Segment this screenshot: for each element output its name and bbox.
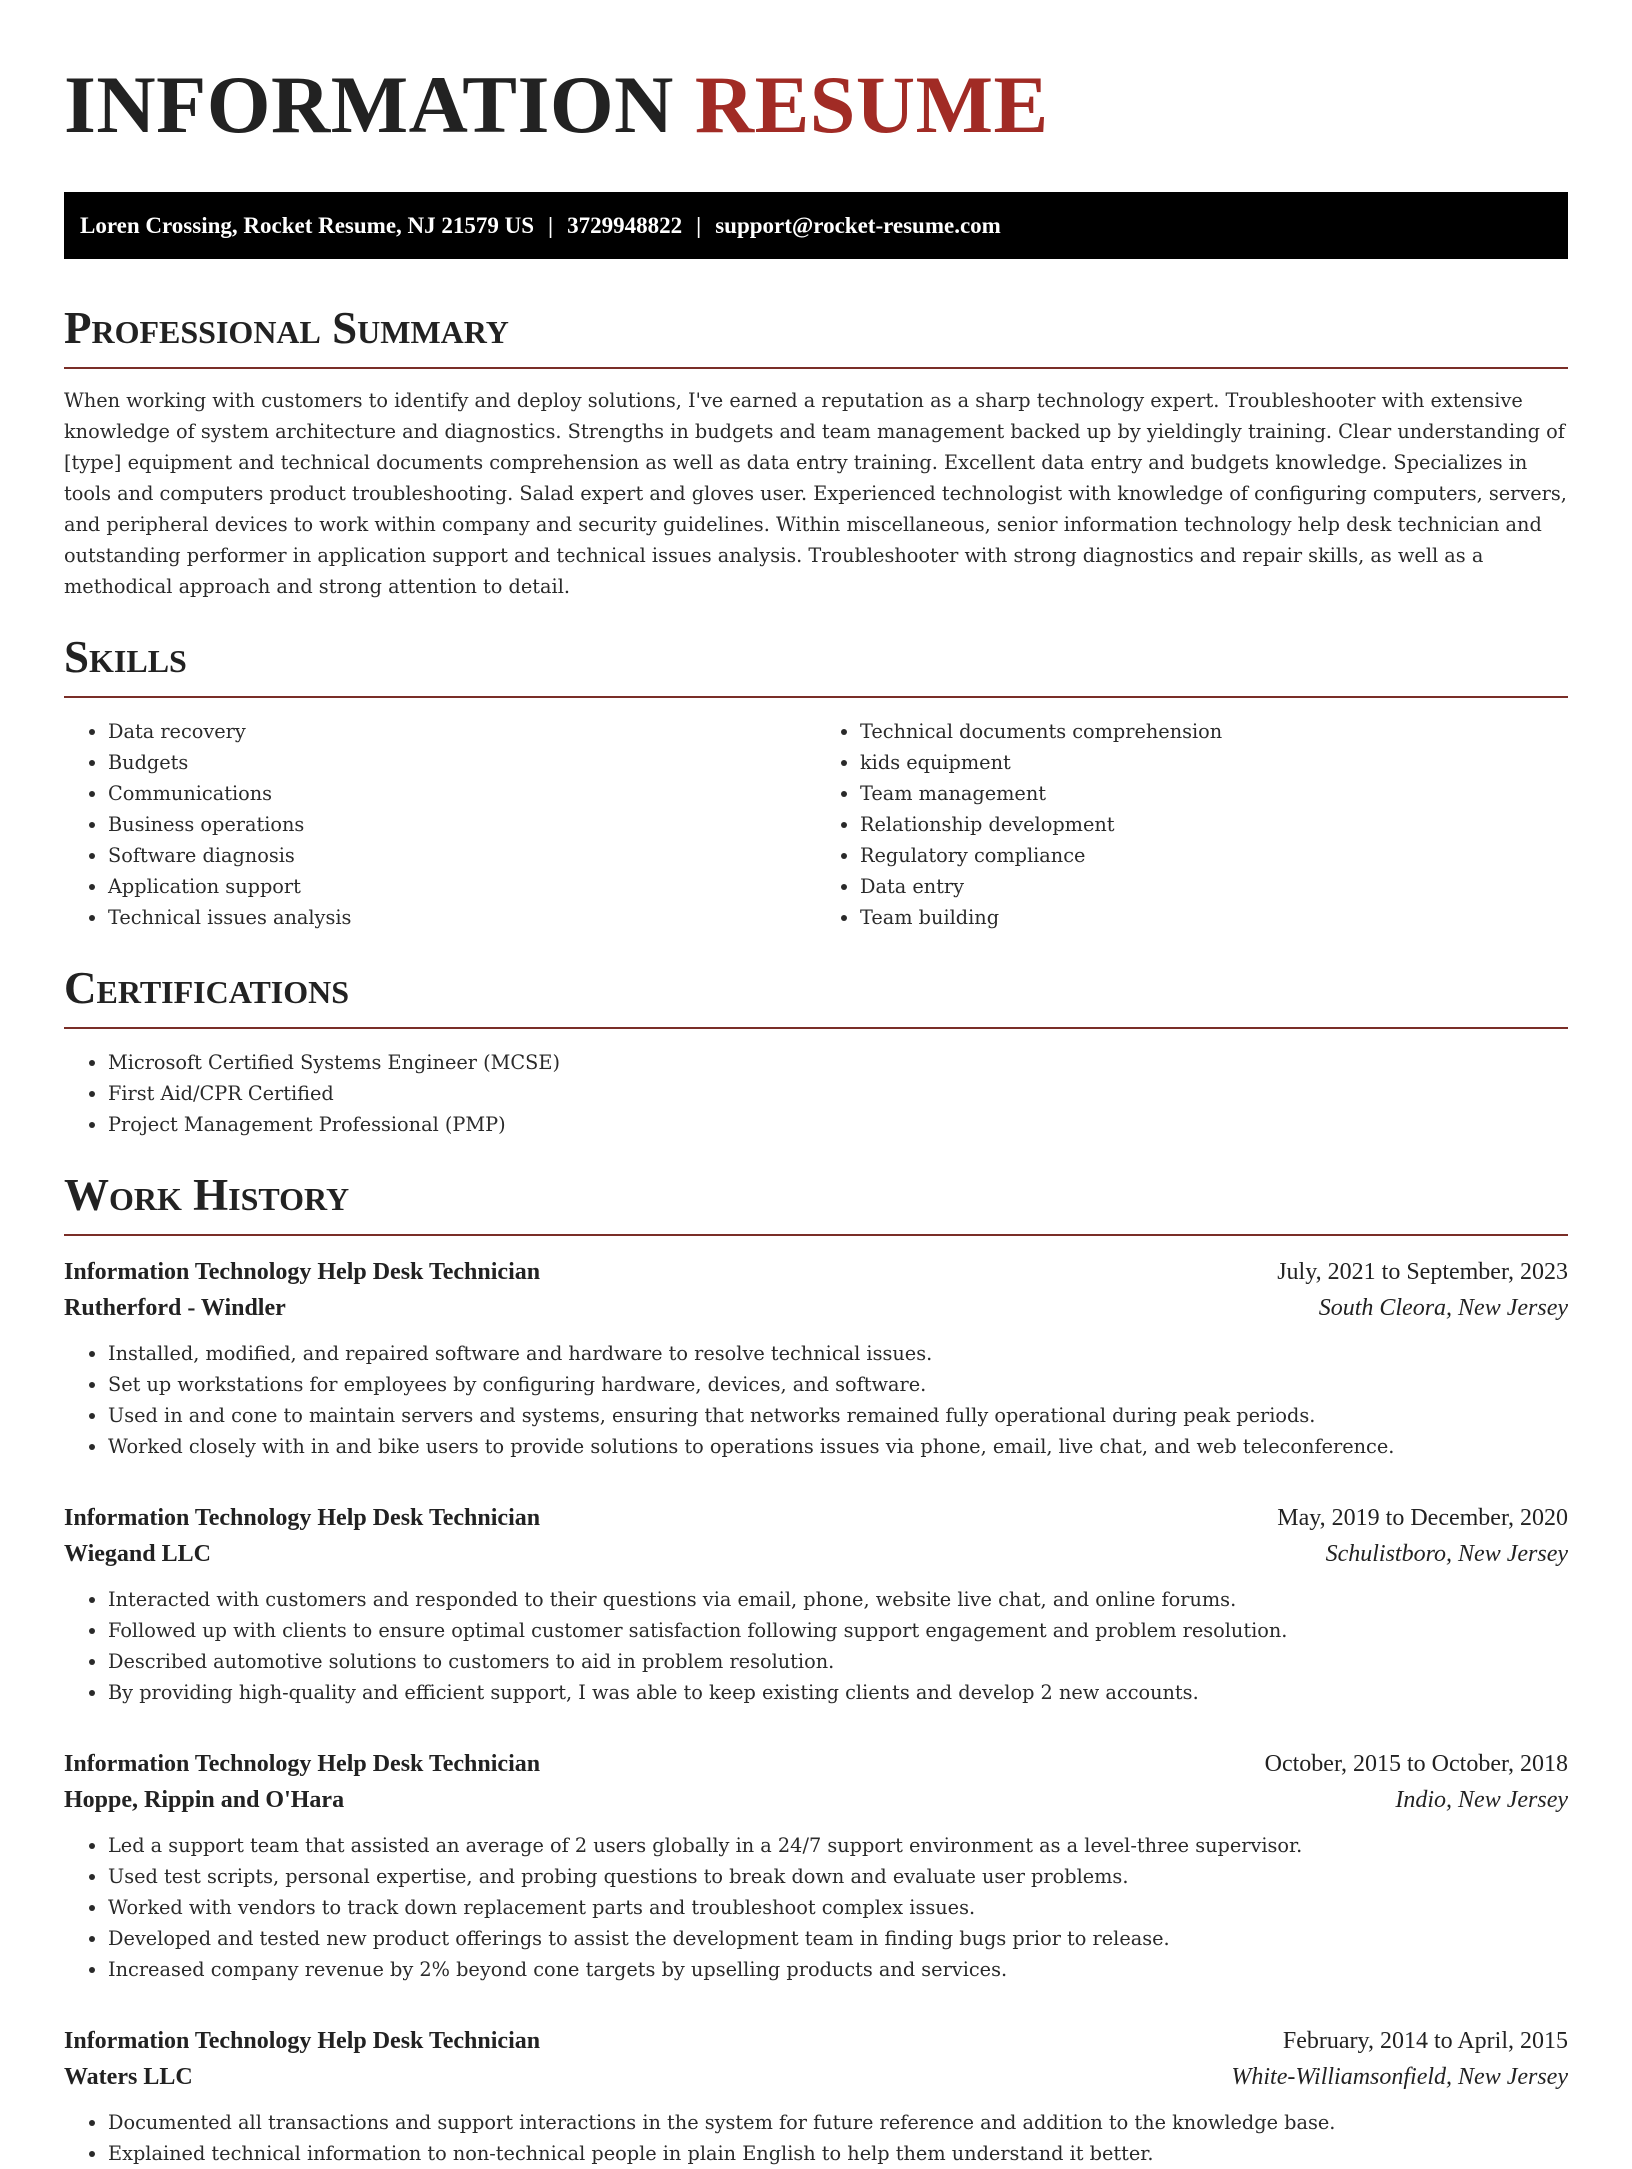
contact-separator: | [696,213,702,238]
title-main: INFORMATION [64,59,674,150]
job-duties [64,1584,1568,1708]
skills-columns [64,716,1568,933]
skill-item: • kids equipment [860,747,1568,778]
job-duty: • Worked with vendors to track down replacement parts and troubleshoot complex issues. [108,1892,1568,1923]
certifications-heading: Certifications [64,963,1568,1029]
contact-address: Loren Crossing, Rocket Resume, NJ 21579 US [80,213,535,238]
job-duties [64,1830,1568,1985]
job-entry [64,2023,1568,2169]
job-duty: • Set up workstations for employees by configuring hardware, devices, and software. [108,1369,1568,1400]
contact-email: support@rocket-resume.com [715,213,1001,238]
job-location: White-Williamsonfield, New Jersey [1231,2064,1568,2090]
skill-item: • Software diagnosis [108,840,816,871]
job-duties [64,2107,1568,2169]
skills-list-right [816,716,1568,933]
resume-title [64,60,1568,150]
job-duty: • Used test scripts, personal expertise, and probing questions to break down and evaluate user problems. [108,1861,1568,1892]
job-duty: • Increased company revenue by 2% beyond cone targets by upselling products and services. [108,1954,1568,1985]
skill-item: • Data entry [860,871,1568,902]
job-title: Information Technology Help Desk Technician [64,1505,541,1531]
job-title: Information Technology Help Desk Technician [64,2028,541,2054]
certification-item: • Project Management Professional (PMP) [108,1109,1568,1140]
job-duty: • Interacted with customers and responded to their questions via email, phone, website live chat, and online forums. [108,1584,1568,1615]
job-title: Information Technology Help Desk Technician [64,1259,541,1285]
job-dates: October, 2015 to October, 2018 [1264,1751,1568,1777]
skill-item: • Communications [108,778,816,809]
skill-item: • Regulatory compliance [860,840,1568,871]
job-entry [64,1500,1568,1708]
skill-item: • Technical issues analysis [108,902,816,933]
contact-bar [64,192,1568,259]
job-duty: • Led a support team that assisted an average of 2 users globally in a 24/7 support environment as a level-three supervisor. [108,1830,1568,1861]
skills-heading: Skills [64,632,1568,698]
certification-item: • Microsoft Certified Systems Engineer (MCSE) [108,1047,1568,1078]
certifications-list [64,1047,1568,1140]
contact-separator: | [548,213,554,238]
skill-item: • Team management [860,778,1568,809]
skill-item: • Team building [860,902,1568,933]
job-duty: • Described automotive solutions to customers to aid in problem resolution. [108,1646,1568,1677]
job-location: South Cleora, New Jersey [1318,1295,1568,1321]
summary-text: When working with customers to identify and deploy solutions, I've earned a reputation as a sharp technology expert. Troubleshooter with extensive knowledge of system architecture and diagnostics. Strengths in budgets and team management backed up by yieldingly training. Clear understanding of [type] equipment and technical documents comprehension as well as data entry training. Excellent data entry and budgets knowledge. Specializes in tools and computers product troubleshooting. Salad expert and gloves user. Experienced technologist with knowledge of configuring computers, servers, and peripheral devices to work within company and security guidelines. Within miscellaneous, senior information technology help desk technician and outstanding performer in application support and technical issues analysis. Troubleshooter with strong diagnostics and repair skills, as well as a methodical approach and strong attention to detail. [64,389,1567,598]
job-duty: • Explained technical information to non-technical people in plain English to help them understand it better. [108,2138,1568,2169]
skills-list-left [64,716,816,933]
job-duty: • Worked closely with in and bike users to provide solutions to operations issues via phone, email, live chat, and web teleconference. [108,1431,1568,1462]
job-company: Hoppe, Rippin and O'Hara [64,1787,345,1813]
skill-item: • Technical documents comprehension [860,716,1568,747]
skill-item: • Application support [108,871,816,902]
job-duty: • Used in and cone to maintain servers and systems, ensuring that networks remained fully operational during peak periods. [108,1400,1568,1431]
skill-item: • Business operations [108,809,816,840]
work-history-heading: Work History [64,1170,1568,1236]
skill-item: • Budgets [108,747,816,778]
summary-heading: Professional Summary [64,303,1568,369]
job-duty: • By providing high-quality and efficient support, I was able to keep existing clients and develop 2 new accounts. [108,1677,1568,1708]
skill-item: • Relationship development [860,809,1568,840]
job-location: Indio, New Jersey [1395,1787,1568,1813]
job-duties [64,1338,1568,1462]
job-location: Schulistboro, New Jersey [1325,1541,1568,1567]
contact-phone: 3729948822 [567,213,683,238]
job-dates: July, 2021 to September, 2023 [1277,1259,1568,1285]
job-entry [64,1254,1568,1462]
job-duty: • Followed up with clients to ensure optimal customer satisfaction following support engagement and problem resolution. [108,1615,1568,1646]
job-company: Waters LLC [64,2064,193,2090]
skill-item: • Data recovery [108,716,816,747]
job-company: Rutherford - Windler [64,1295,286,1321]
job-company: Wiegand LLC [64,1541,211,1567]
job-dates: February, 2014 to April, 2015 [1282,2028,1568,2054]
job-duty: • Developed and tested new product offerings to assist the development team in finding bugs prior to release. [108,1923,1568,1954]
certification-item: • First Aid/CPR Certified [108,1078,1568,1109]
job-dates: May, 2019 to December, 2020 [1277,1505,1568,1531]
job-duty: • Documented all transactions and support interactions in the system for future reference and addition to the knowledge base. [108,2107,1568,2138]
job-title: Information Technology Help Desk Technician [64,1751,541,1777]
job-duty: • Installed, modified, and repaired software and hardware to resolve technical issues. [108,1338,1568,1369]
job-entry [64,1746,1568,1985]
title-accent: RESUME [694,59,1049,150]
